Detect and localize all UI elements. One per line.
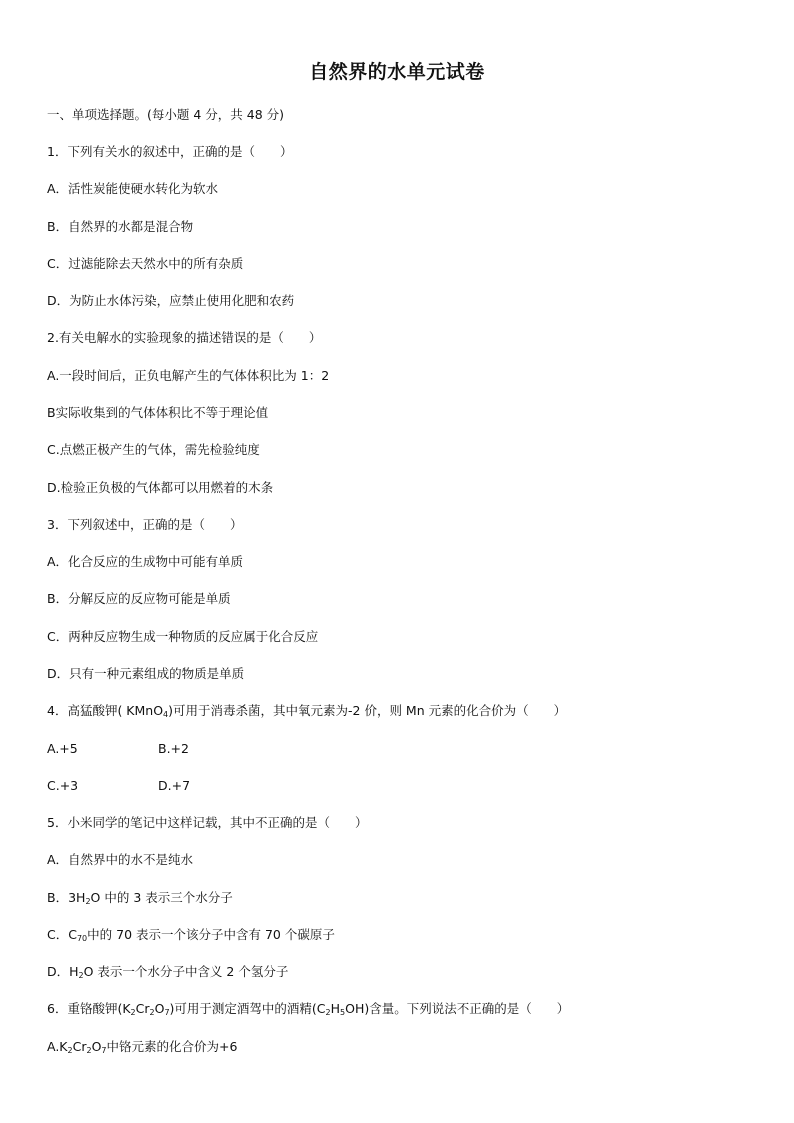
question-2-option-a: A.一段时间后，正负电解产生的气体体积比为 1：2 — [47, 368, 330, 383]
question-2-option-c: C.点燃正极产生的气体，需先检验纯度 — [47, 442, 260, 457]
q6-stem-subscript: 2 — [325, 1008, 331, 1017]
q5-d-part: O 表示一个水分子中含义 2 个氢分子 — [83, 964, 289, 979]
question-4-option-c: C.+3 — [47, 778, 79, 793]
q6-a-subscript: 2 — [86, 1046, 92, 1055]
q6-stem-subscript: 7 — [164, 1008, 170, 1017]
question-3-option-c: C．两种反应物生成一种物质的反应属于化合反应 — [47, 629, 319, 644]
q6-a-part: A.K — [47, 1039, 68, 1054]
q6-stem-part: H — [330, 1001, 341, 1016]
q4-stem-part: )可用于消毒杀菌，其中氧元素为-2 价，则 Mn 元素的化合价为（ ） — [168, 703, 567, 718]
question-6-stem — [47, 1001, 569, 1017]
question-5-option-c — [47, 927, 335, 943]
section-heading: 一、单项选择题。(每小题 4 分，共 48 分) — [47, 107, 285, 122]
q6-a-part: 中铬元素的化合价为+6 — [106, 1039, 238, 1054]
q6-stem-part: OH)含量。下列说法不正确的是（ ） — [345, 1001, 570, 1016]
question-5-option-b — [47, 890, 233, 906]
question-1-option-c: C．过滤能除去天然水中的所有杂质 — [47, 256, 244, 271]
question-4-option-b: B.+2 — [158, 741, 189, 756]
question-3-option-d: D．只有一种元素组成的物质是单质 — [47, 666, 245, 681]
question-1-option-d: D．为防止水体污染，应禁止使用化肥和农药 — [47, 293, 295, 308]
q6-stem-part: O — [154, 1001, 165, 1016]
question-5-option-a: A．自然界中的水不是纯水 — [47, 852, 194, 867]
question-3-option-a: A．化合反应的生成物中可能有单质 — [47, 554, 244, 569]
question-2-option-b: B实际收集到的气体体积比不等于理论值 — [47, 405, 269, 420]
q6-stem-part: Cr — [135, 1001, 150, 1016]
q6-stem-subscript: 2 — [149, 1008, 155, 1017]
q6-stem-part: )可用于测定酒驾中的酒精(C — [169, 1001, 326, 1016]
q4-stem-subscript: 4 — [163, 710, 169, 719]
q6-stem-part: 6．重铬酸钾(K — [47, 1001, 131, 1016]
q4-stem-part: 4．高猛酸钾( KMnO — [47, 703, 164, 718]
q6-a-part: O — [91, 1039, 102, 1054]
q6-stem-subscript: 2 — [130, 1008, 136, 1017]
question-2-option-d: D.检验正负极的气体都可以用燃着的木条 — [47, 480, 274, 495]
question-3-option-b: B．分解反应的反应物可能是单质 — [47, 591, 231, 606]
q5-d-part: D．H — [47, 964, 79, 979]
question-2-stem: 2.有关电解水的实验现象的描述错误的是（ ） — [47, 330, 322, 345]
q6-stem-subscript: 5 — [340, 1008, 346, 1017]
question-4-option-d: D.+7 — [158, 778, 191, 793]
q6-a-part: Cr — [72, 1039, 87, 1054]
question-4-option-a: A.+5 — [47, 741, 78, 756]
question-1-option-b: B．自然界的水都是混合物 — [47, 219, 194, 234]
q6-a-subscript: 7 — [101, 1046, 107, 1055]
q5-c-part: C．C — [47, 927, 77, 942]
q5-d-subscript: 2 — [78, 971, 84, 980]
question-3-stem: 3．下列叙述中，正确的是（ ） — [47, 517, 243, 532]
question-6-option-a — [47, 1039, 237, 1055]
question-5-stem: 5．小米同学的笔记中这样记载，其中不正确的是（ ） — [47, 815, 368, 830]
question-5-option-d — [47, 964, 288, 980]
q5-b-subscript: 2 — [85, 897, 91, 906]
q5-b-part: B．3H — [47, 890, 86, 905]
question-4-stem — [47, 703, 566, 719]
question-1-stem: 1．下列有关水的叙述中，正确的是（ ） — [47, 144, 293, 159]
q5-c-subscript: 70 — [76, 934, 88, 943]
exam-title: 自然界的水单元试卷 — [309, 61, 485, 83]
question-1-option-a: A．活性炭能使硬水转化为软水 — [47, 181, 219, 196]
q6-a-subscript: 2 — [67, 1046, 73, 1055]
q5-c-part: 中的 70 表示一个该分子中含有 70 个碳原子 — [87, 927, 335, 942]
q5-b-part: O 中的 3 表示三个水分子 — [90, 890, 233, 905]
